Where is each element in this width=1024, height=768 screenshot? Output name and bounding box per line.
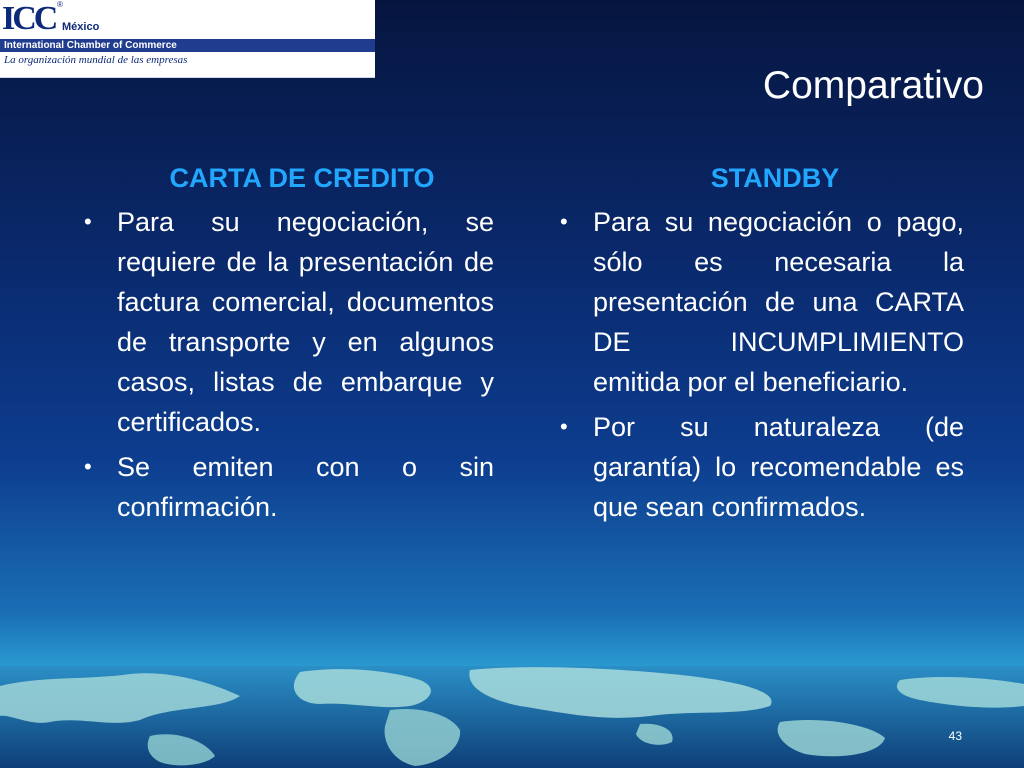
list-item (556, 202, 964, 402)
logo-country: México (62, 21, 100, 33)
bullet-text: Para su negociación o pago, sólo es necesaria la presentación de una CARTA DE INCUMPLIMIENTO emitida por el beneficiario. (593, 207, 964, 397)
bullet-text: Para su negociación, se requiere de la presentación de factura comercial, documentos de transporte y en algunos casos, listas de embarque y certificados. (117, 207, 494, 437)
bullet-icon: • (560, 209, 568, 234)
icc-logo (0, 0, 375, 78)
world-map-band (0, 666, 1024, 768)
column-carta-de-credito (80, 160, 494, 532)
bullet-icon: • (560, 414, 568, 439)
column-heading: STANDBY (710, 163, 840, 193)
bullet-icon: • (84, 209, 92, 234)
world-map-icon (0, 666, 1024, 768)
bullet-text: Se emiten con o sin confirmación. (117, 452, 494, 522)
column-standby (556, 160, 964, 532)
list-item (80, 202, 494, 442)
bullet-list (556, 202, 964, 527)
logo-band (0, 39, 375, 52)
column-heading: CARTA DE CREDITO (169, 163, 435, 193)
list-item (556, 407, 964, 527)
bullet-list (80, 202, 494, 527)
icc-logo-mark: ICC (2, 0, 56, 37)
logo-tagline: La organización mundial de las empresas (4, 54, 188, 66)
list-item (80, 447, 494, 527)
bullet-icon: • (84, 454, 92, 479)
registered-mark: ® (57, 0, 63, 9)
page-number: 43 (948, 729, 962, 743)
bullet-text: Por su naturaleza (de garantía) lo recomendable es que sean confirmados. (593, 412, 964, 522)
slide-title: Comparativo (762, 64, 984, 107)
logo-band-text: International Chamber of Commerce (4, 40, 177, 51)
